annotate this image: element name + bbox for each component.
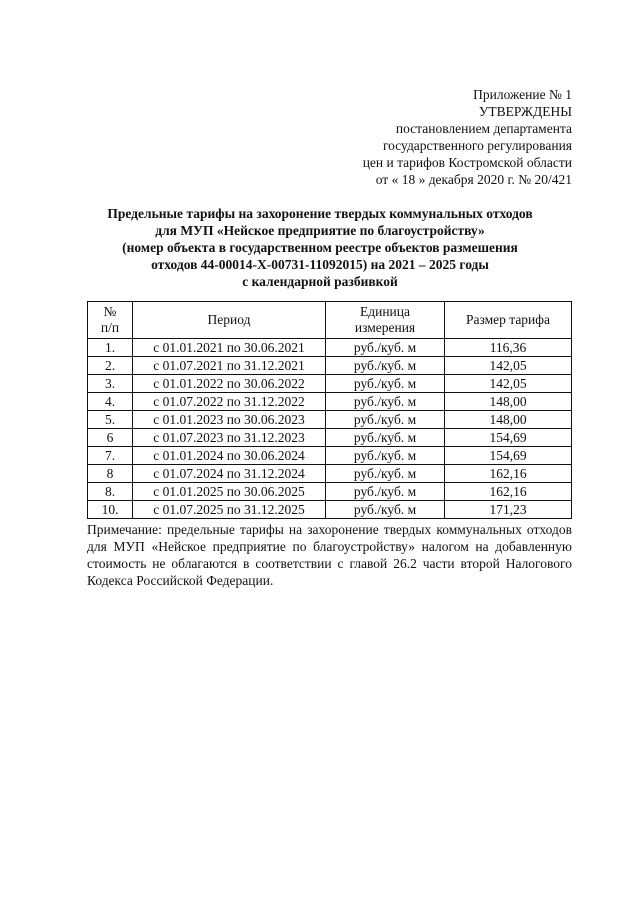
title-line: отходов 44-00014-Х-00731-11092015) на 2021 – 2025 годы [151, 257, 489, 272]
row-period: с 01.07.2025 по 31.12.2025 [133, 501, 326, 519]
document-title [60, 205, 580, 290]
row-period: с 01.01.2025 по 30.06.2025 [133, 483, 326, 501]
row-unit: руб./куб. м [326, 447, 445, 465]
table-row [88, 411, 572, 429]
row-number: 6 [88, 429, 133, 447]
row-price: 148,00 [445, 411, 572, 429]
table-row [88, 483, 572, 501]
row-price: 142,05 [445, 357, 572, 375]
title-line: для МУП «Нейское предприятие по благоустройству» [155, 223, 485, 238]
row-number: 8 [88, 465, 133, 483]
approval-line: цен и тарифов Костромской области [362, 155, 572, 170]
header-number-line: п/п [100, 320, 120, 335]
table-row [88, 339, 572, 357]
approved-label: УТВЕРЖДЕНЫ [478, 104, 572, 119]
header-unit-line: измерения [354, 320, 416, 335]
row-price: 148,00 [445, 393, 572, 411]
row-unit: руб./куб. м [326, 465, 445, 483]
row-number: 2. [88, 357, 133, 375]
row-unit: руб./куб. м [326, 411, 445, 429]
note-paragraph: Примечание: предельные тарифы на захоронение твердых коммунальных отходов для МУП «Нейское предприятие по благоустройству» налогом на добавленную стоимость не облагаются в соответствии с главой 26.2 части второй Налогового Кодекса Российской Федерации. [87, 522, 572, 588]
approval-block [363, 86, 572, 188]
row-price: 162,16 [445, 483, 572, 501]
table-header-row [88, 302, 572, 339]
row-period: с 01.01.2024 по 30.06.2024 [133, 447, 326, 465]
header-price: Размер тарифа [445, 302, 572, 339]
table-row [88, 447, 572, 465]
approval-date: от « 18 » декабря 2020 г. № 20/421 [375, 172, 572, 187]
row-price: 154,69 [445, 447, 572, 465]
row-price: 142,05 [445, 375, 572, 393]
tariff-table [87, 301, 572, 519]
header-unit-line: Единица [359, 304, 410, 319]
row-unit: руб./куб. м [326, 375, 445, 393]
row-price: 116,36 [445, 339, 572, 357]
table-row [88, 429, 572, 447]
row-number: 5. [88, 411, 133, 429]
table-row [88, 393, 572, 411]
row-unit: руб./куб. м [326, 501, 445, 519]
row-unit: руб./куб. м [326, 483, 445, 501]
table-row [88, 465, 572, 483]
row-price: 162,16 [445, 465, 572, 483]
row-number: 10. [88, 501, 133, 519]
row-unit: руб./куб. м [326, 429, 445, 447]
row-period: с 01.07.2023 по 31.12.2023 [133, 429, 326, 447]
row-number: 1. [88, 339, 133, 357]
row-period: с 01.07.2022 по 31.12.2022 [133, 393, 326, 411]
row-unit: руб./куб. м [326, 357, 445, 375]
row-period: с 01.01.2022 по 30.06.2022 [133, 375, 326, 393]
row-period: с 01.07.2024 по 31.12.2024 [133, 465, 326, 483]
row-period: с 01.01.2021 по 30.06.2021 [133, 339, 326, 357]
row-period: с 01.07.2021 по 31.12.2021 [133, 357, 326, 375]
title-line: с календарной разбивкой [242, 274, 398, 289]
row-number: 8. [88, 483, 133, 501]
row-number: 4. [88, 393, 133, 411]
title-line: (номер объекта в государственном реестре объектов размешения [122, 240, 518, 255]
row-unit: руб./куб. м [326, 339, 445, 357]
table-row [88, 357, 572, 375]
header-number [88, 302, 133, 339]
table-row [88, 501, 572, 519]
approval-line: государственного регулирования [382, 138, 572, 153]
row-number: 3. [88, 375, 133, 393]
approval-line: постановлением департамента [395, 121, 572, 136]
row-period: с 01.01.2023 по 30.06.2023 [133, 411, 326, 429]
table-row [88, 375, 572, 393]
header-period: Период [133, 302, 326, 339]
row-unit: руб./куб. м [326, 393, 445, 411]
title-line: Предельные тарифы на захоронение твердых коммунальных отходов [107, 206, 533, 221]
header-number-line: № [103, 304, 117, 319]
appendix-number: Приложение № 1 [473, 87, 572, 102]
row-price: 154,69 [445, 429, 572, 447]
row-number: 7. [88, 447, 133, 465]
row-price: 171,23 [445, 501, 572, 519]
header-unit [326, 302, 445, 339]
